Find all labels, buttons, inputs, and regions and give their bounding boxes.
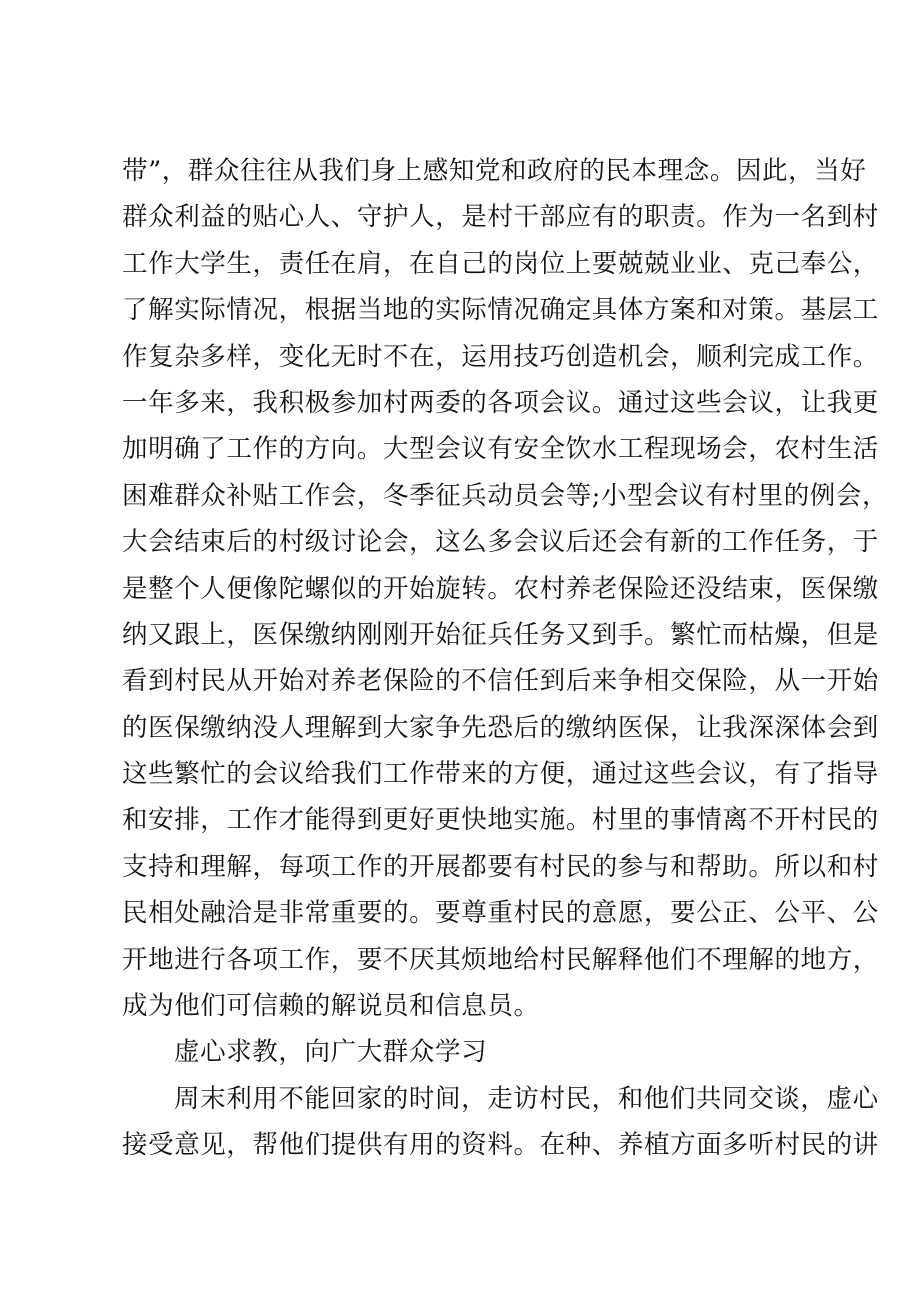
text-line: 接受意见，帮他们提供有用的资料。在种、养植方面多听村民的讲 bbox=[122, 1130, 879, 1161]
document-body bbox=[122, 148, 889, 1169]
text-line: 看到村民从开始对养老保险的不信任到后来争相交保险，从一开始 bbox=[122, 666, 879, 697]
text-line: 成为他们可信赖的解说员和信息员。 bbox=[122, 991, 540, 1022]
text-line: 困难群众补贴工作会，冬季征兵动员会等;小型会议有村里的例会， bbox=[122, 480, 889, 511]
text-line: 一年多来，我积极参加村两委的各项会议。通过这些会议，让我更 bbox=[122, 387, 879, 418]
text-line: 群众利益的贴心人、守护人，是村干部应有的职责。作为一名到村 bbox=[122, 202, 879, 233]
section-heading: 虚心求教，向广大群众学习 bbox=[174, 1037, 488, 1068]
text-line: 民相处融洽是非常重要的。要尊重村民的意愿，要公正、公平、公 bbox=[122, 898, 879, 929]
text-line: 了解实际情况，根据当地的实际情况确定具体方案和对策。基层工 bbox=[122, 295, 879, 326]
text-line: 带”，群众往往从我们身上感知党和政府的民本理念。因此，当好 bbox=[122, 156, 867, 186]
text-line: 和安排，工作才能得到更好更快地实施。村里的事情离不开村民的 bbox=[122, 805, 879, 836]
text-line: 周末利用不能回家的时间，走访村民，和他们共同交谈，虚心 bbox=[174, 1083, 879, 1114]
text-line: 这些繁忙的会议给我们工作带来的方便，通过这些会议，有了指导 bbox=[122, 759, 879, 790]
text-line: 是整个人便像陀螺似的开始旋转。农村养老保险还没结束，医保缴 bbox=[122, 573, 879, 604]
text-line: 加明确了工作的方向。大型会议有安全饮水工程现场会，农村生活 bbox=[122, 434, 879, 465]
text-line: 纳又跟上，医保缴纳刚刚开始征兵任务又到手。繁忙而枯燥，但是 bbox=[122, 619, 879, 650]
text-line: 的医保缴纳没人理解到大家争先恐后的缴纳医保，让我深深体会到 bbox=[122, 712, 879, 743]
text-line: 支持和理解，每项工作的开展都要有村民的参与和帮助。所以和村 bbox=[122, 851, 879, 882]
text-line: 开地进行各项工作，要不厌其烦地给村民解释他们不理解的地方， bbox=[122, 944, 879, 975]
text-line: 作复杂多样，变化无时不在，运用技巧创造机会，顺利完成工作。 bbox=[122, 341, 879, 372]
text-line: 大会结束后的村级讨论会，这么多会议后还会有新的工作任务，于 bbox=[122, 527, 879, 558]
text-line: 工作大学生，责任在肩，在自己的岗位上要兢兢业业、克己奉公， bbox=[122, 248, 879, 279]
